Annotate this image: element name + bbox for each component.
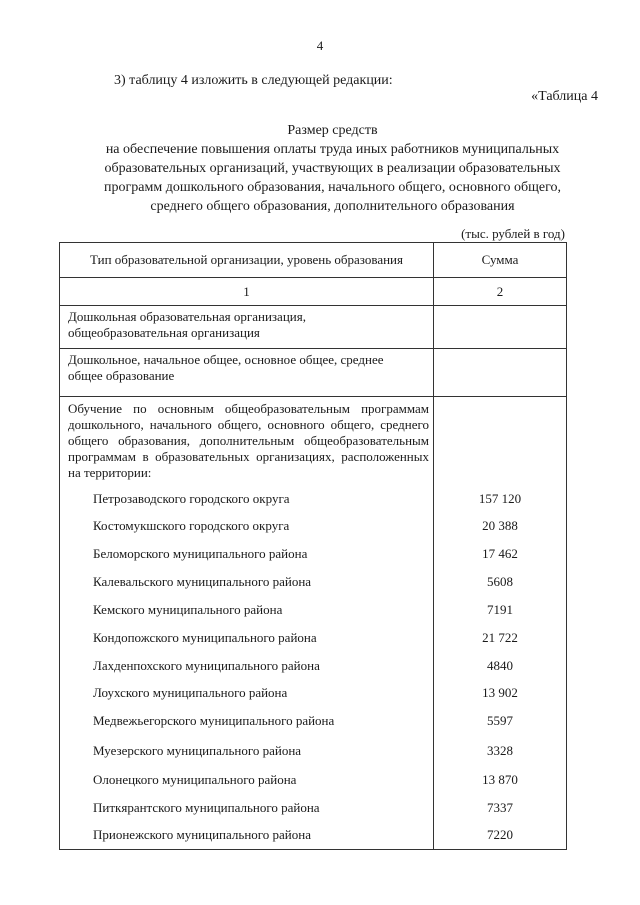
column-header-type: Тип образовательной организации, уровень образования — [60, 243, 434, 278]
category-label — [60, 306, 434, 349]
category-value — [434, 306, 567, 349]
district-row — [60, 679, 567, 706]
main-category-value — [434, 397, 567, 486]
heading-line: среднего общего образования, дополнительного образования — [150, 199, 515, 214]
district-row — [60, 706, 567, 735]
table-heading — [60, 121, 605, 216]
heading-title: Размер средств — [287, 123, 378, 138]
category-value — [434, 349, 567, 397]
category-label-line: Дошкольное, начальное общее, основное общее, среднее — [68, 352, 384, 367]
heading-line: образовательных организаций, участвующих в реализации образовательных — [104, 161, 561, 176]
district-value: 13 870 — [434, 766, 567, 794]
category-row — [60, 306, 567, 349]
district-row — [60, 624, 567, 652]
table-reference: «Таблица 4 — [531, 89, 598, 104]
district-name: Кемского муниципального района — [60, 596, 434, 624]
district-row — [60, 568, 567, 596]
district-row — [60, 735, 567, 766]
header-row — [60, 243, 567, 278]
district-value: 5608 — [434, 568, 567, 596]
district-value: 20 388 — [434, 512, 567, 540]
district-name: Прионежского муниципального района — [60, 822, 434, 849]
main-category-label: Обучение по основным общеобразовательным программам дошкольного, начального общего, основного общего, среднего общего образования, дополнительным общеобразовательным программам в образовательных организациях, расположенных на территории: — [60, 397, 434, 486]
category-label — [60, 349, 434, 397]
main-category-row — [60, 397, 567, 486]
district-value: 7220 — [434, 822, 567, 849]
district-value: 7337 — [434, 794, 567, 822]
district-row — [60, 766, 567, 794]
funding-table — [59, 242, 567, 850]
district-row — [60, 540, 567, 568]
district-value: 17 462 — [434, 540, 567, 568]
district-name: Петрозаводского городского округа — [60, 485, 434, 512]
column-number-row — [60, 278, 567, 306]
district-value: 21 722 — [434, 624, 567, 652]
intro-text: 3) таблицу 4 изложить в следующей редакции: — [114, 73, 393, 88]
heading-line: программ дошкольного образования, начального общего, основного общего, — [104, 180, 561, 195]
category-row — [60, 349, 567, 397]
column-header-sum: Сумма — [434, 243, 567, 278]
column-number: 2 — [434, 278, 567, 306]
district-name: Костомукшского городского округа — [60, 512, 434, 540]
district-name: Беломорского муниципального района — [60, 540, 434, 568]
district-name: Питкярантского муниципального района — [60, 794, 434, 822]
column-number: 1 — [60, 278, 434, 306]
district-row — [60, 485, 567, 512]
district-name: Лоухского муниципального района — [60, 679, 434, 706]
district-value: 7191 — [434, 596, 567, 624]
district-name: Кондопожского муниципального района — [60, 624, 434, 652]
district-value: 13 902 — [434, 679, 567, 706]
heading-line: на обеспечение повышения оплаты труда иных работников муниципальных — [105, 142, 560, 157]
category-label-line: общее образование — [68, 368, 175, 383]
units-label: (тыс. рублей в год) — [461, 226, 565, 241]
district-row — [60, 512, 567, 540]
district-name: Медвежьегорского муниципального района — [60, 706, 434, 735]
district-name: Олонецкого муниципального района — [60, 766, 434, 794]
page-number: 4 — [316, 38, 324, 53]
district-row — [60, 652, 567, 679]
district-value: 3328 — [434, 735, 567, 766]
district-name: Муезерского муниципального района — [60, 735, 434, 766]
district-row — [60, 794, 567, 822]
category-label-line: общеобразовательная организация — [68, 325, 260, 340]
district-row — [60, 822, 567, 849]
district-value: 4840 — [434, 652, 567, 679]
district-row — [60, 596, 567, 624]
category-label-line: Дошкольная образовательная организация, — [68, 309, 306, 324]
district-value: 157 120 — [434, 485, 567, 512]
district-value: 5597 — [434, 706, 567, 735]
district-name: Лахденпохского муниципального района — [60, 652, 434, 679]
district-name: Калевальского муниципального района — [60, 568, 434, 596]
